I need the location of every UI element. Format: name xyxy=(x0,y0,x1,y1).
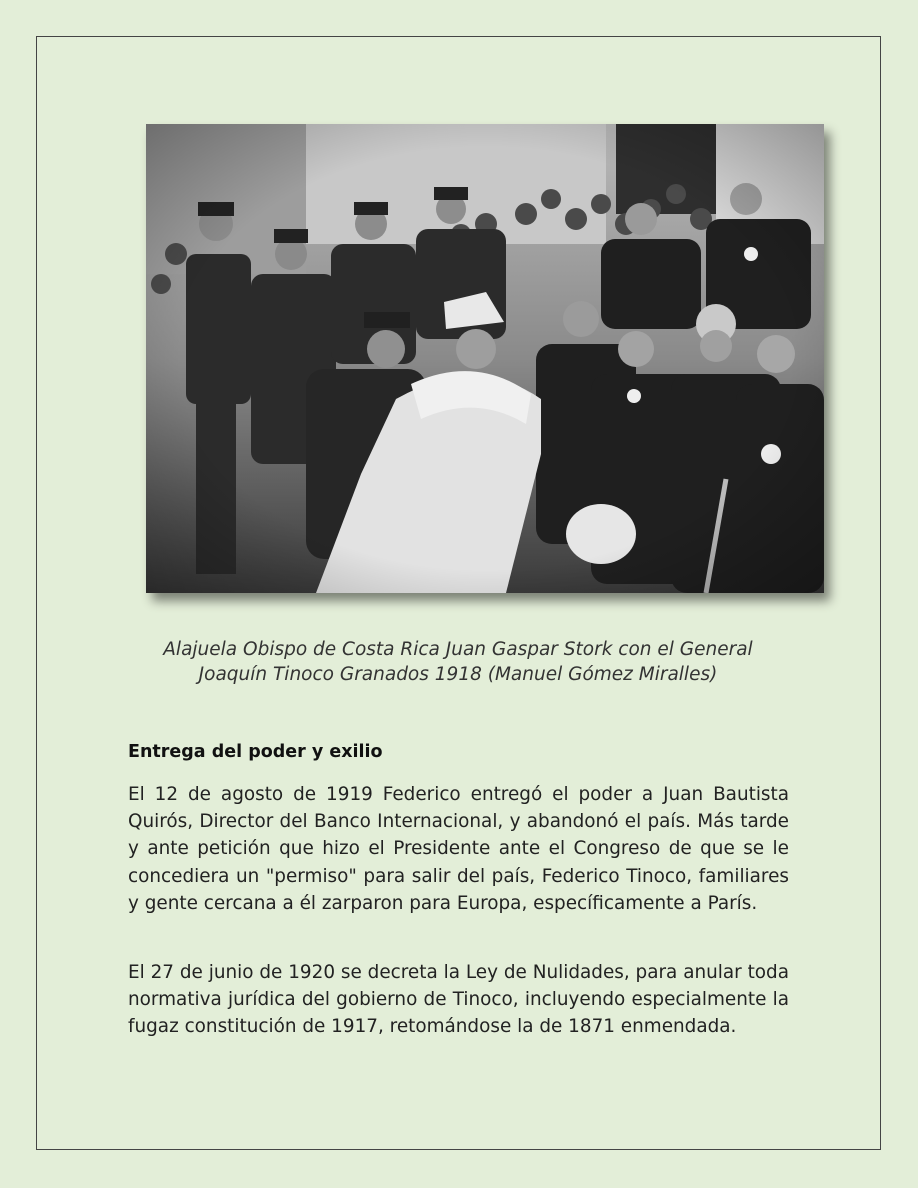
section-heading: Entrega del poder y exilio xyxy=(128,742,383,762)
paragraph-transfer-of-power: El 12 de agosto de 1919 Federico entregó el poder a Juan Bautista Quirós, Director del Banco Internacional, y abandonó el país. Más tarde y ante petición que hizo el Presidente ante el Congreso de que se le concediera un "permiso" para salir del país, Federico Tinoco, familiares y gente cercana a él zarparon para Europa, específicamente a París. xyxy=(128,784,789,914)
photo-caption: Alajuela Obispo de Costa Rica Juan Gaspar Stork con el General Joaquín Tinoco Granados 1918 (Manuel Gómez Miralles) xyxy=(163,639,753,685)
historical-photo xyxy=(146,124,824,593)
paragraph-nullities-law: El 27 de junio de 1920 se decreta la Ley de Nulidades, para anular toda normativa jurídica del gobierno de Tinoco, incluyendo especialmente la fugaz constitución de 1917, retomándose la de 1871 enmendada. xyxy=(128,962,789,1038)
